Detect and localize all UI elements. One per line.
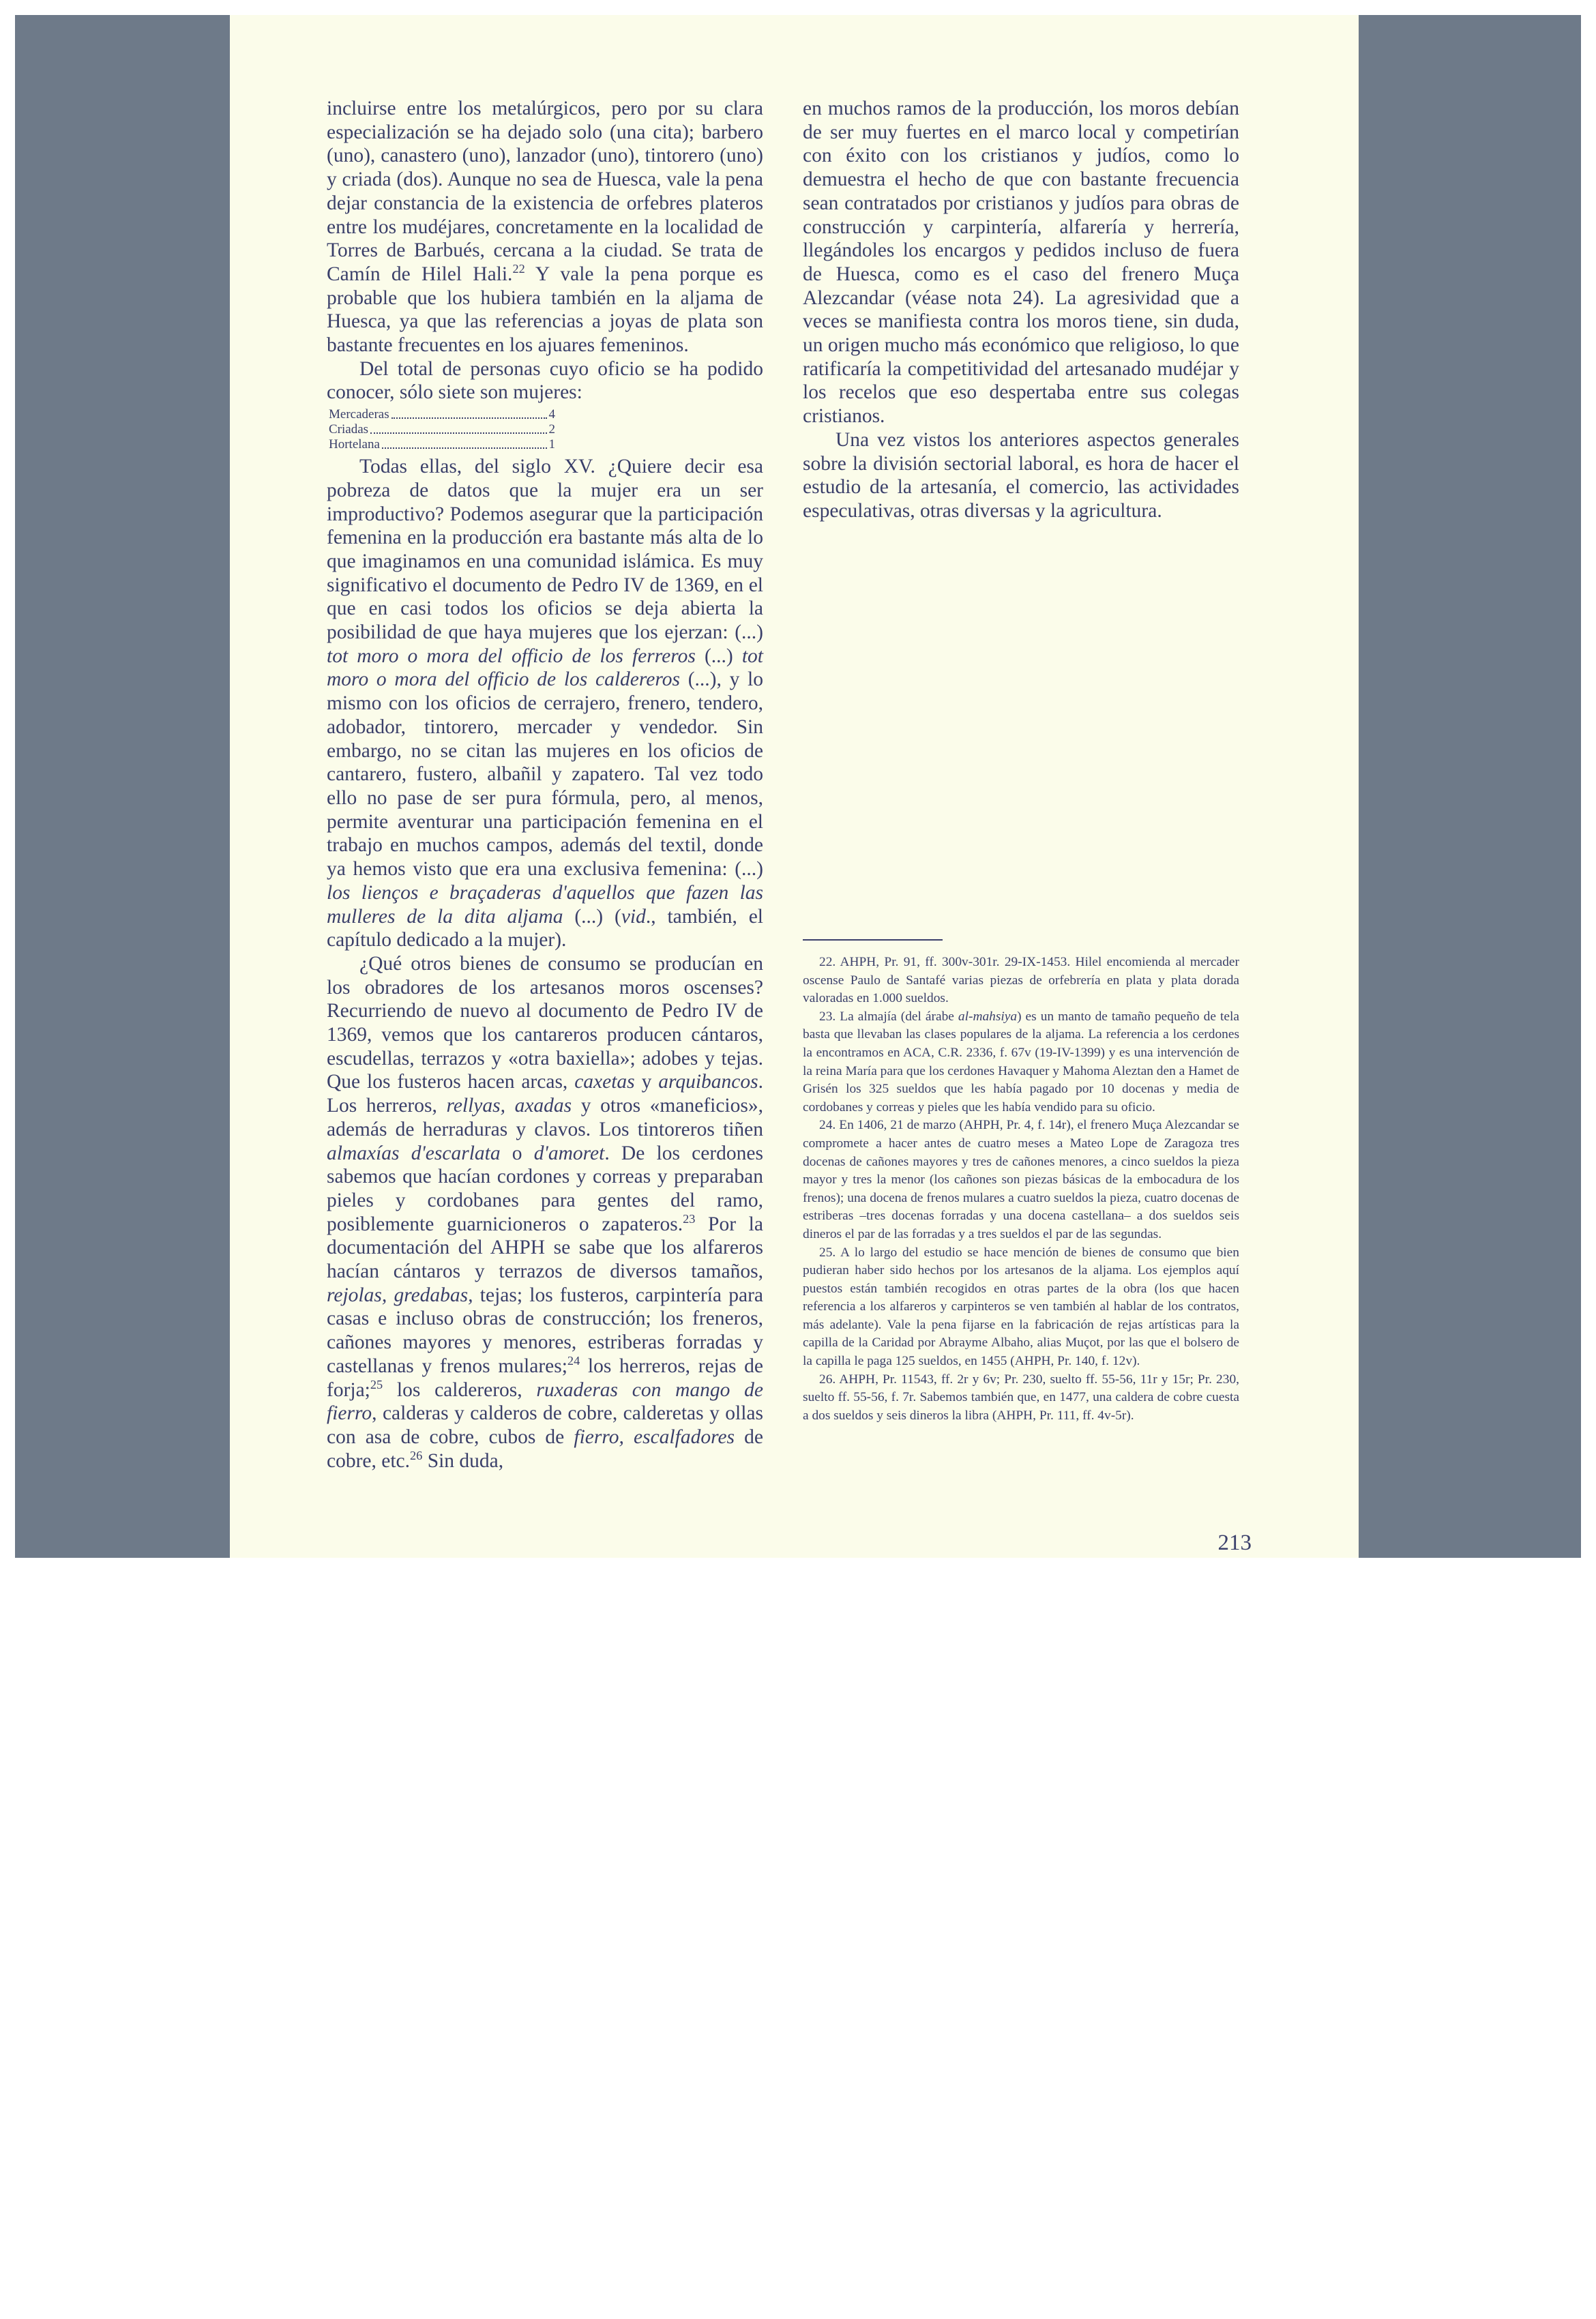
footnote-ref: 22 (512, 262, 525, 276)
paragraph: incluirse entre los metalúrgicos, pero por su clara especialización se ha dejado solo (una cita); barbero (uno), canastero (uno), lanzador (uno), tintorero (uno) y criada (dos). Aunque no sea de Huesca, vale la pena dejar constancia de la existencia de orfebres plateros entre los mudéjares, concretamente en la localidad de Torres de Barbués, cercana a la ciudad. Se trata de Camín de Hilel Hali.$^{22}$ Y vale la pena porque es probable que los hubiera también en la aljama de Huesca, ya que las referencias a joyas de plata son bastante frecuentes en los ajuares femeninos. (327, 98, 763, 357)
footnote: 26. AHPH, Pr. 11543, ff. 2r y 6v; Pr. 230, suelto ff. 55-56, 11r y 15r; Pr. 230, suelto ff. 55-56, f. 7r. Sabemos también que, en 1477, una caldera de cobre cuesta a dos sueldos y seis dineros la libra (AHPH, Pr. 111, ff. 4v-5r). (803, 1372, 1239, 1423)
book-page (230, 15, 1359, 1558)
footnote-ref: 25 (370, 1377, 383, 1391)
list-item: Mercaderas 4 (329, 407, 555, 422)
list-item: Criadas 2 (329, 422, 555, 437)
left-column (327, 97, 763, 1473)
footnotes (803, 954, 1239, 1425)
paragraph: en muchos ramos de la producción, los moros debían de ser muy fuertes en el marco local y competirían con éxito con los cristianos y judíos, como lo demuestra el hecho de que con bastante frecuencia sean contratados por cristianos y judíos para obras de construcción y carpintería, alfarería y herrería, llegándoles los encargos y pedidos incluso de fuera de Huesca, como es el caso del frenero Muça Alezcandar (véase nota 24). La agresividad que a veces se manifiesta contra los moros tiene, sin duda, un origen mucho más económico que religioso, lo que ratificaría la competitividad del artesanado mudéjar y los recelos que eso despertaba entre sus colegas cristianos. (803, 98, 1239, 428)
right-column (803, 97, 1239, 523)
footnote: 24. En 1406, 21 de marzo (AHPH, Pr. 4, f. 14r), el frenero Muça Alezcandar se compromete a hacer antes de cuatro meses a Mateo Lope de Zaragoza tres docenas de cañones mayores y tres de cañones menores, a cinco sueldos la pieza mayor y tres la menor (los cañones son piezas básicas de la embocadura de los frenos); una docena de frenos mulares a cuatro sueldos la pieza, cuatro docenas de estriberas –tres docenas forradas y una docena castellana– a dos sueldos seis dineros el par de las forradas y a tres sueldos el par de las segundas. (803, 1118, 1239, 1241)
page-number: 213 (1217, 1531, 1252, 1555)
list-item: Hortelana 1 (329, 437, 555, 452)
footnote-divider (803, 939, 943, 941)
footnote-ref: 23 (683, 1211, 696, 1226)
footnote: 22. AHPH, Pr. 91, ff. 300v-301r. 29-IX-1453. Hilel encomienda al mercader oscense Paulo de Santafé varias piezas de orfebrería en plata y plata dorada valoradas en 1.000 sueldos. (803, 955, 1239, 1006)
paragraph: Del total de personas cuyo oficio se ha podido conocer, sólo siete son mujeres: (327, 357, 763, 404)
paragraph: Una vez vistos los anteriores aspectos generales sobre la división sectorial laboral, es hora de hacer el estudio de la artesanía, el comercio, las actividades especulativas, otras diversas y la agricultura. (803, 428, 1239, 522)
paragraph: ¿Qué otros bienes de consumo se producían en los obradores de los artesanos moros oscenses? Recurriendo de nuevo al documento de Pedro IV de 1369, vemos que los cantareros producen cántaros, escudellas, terrazos y «otra baxiella»; adobes y tejas. Que los fusteros hacen arcas, caxetas y arquibancos. Los herreros, rellyas, axadas y otros «maneficios», además de herraduras y clavos. Los tintoreros tiñen almaxías d'escarlata o d'amoret. De los cerdones sabemos que hacían cordones y correas y preparaban pieles y cordobanes para gentes del ramo, posiblemente guarnicioneros o zapateros.$^{23}$ Por la documentación del AHPH se sabe que los alfareros hacían cántaros y terrazos de diversos tamaños, rejolas, gredabas, tejas; los fusteros, carpintería para casas e incluso obras de construcción; los freneros, cañones mayores y menores, estriberas forradas y castellanas y frenos mulares;$^{24}$ los herreros, rejas de forja;$^{25}$ los caldereros, ruxaderas con mango de fierro, calderas y calderos de cobre, calderetas y ollas con asa de cobre, cubos de fierro, escalfadores de cobre, etc.$^{26}$ Sin duda, (327, 952, 764, 1472)
footnote: 25. A lo largo del estudio se hace mención de bienes de consumo que bien pudieran haber sido hechos por los artesanos de la aljama. Los ejemplos aquí puestos están también recogidos en otras partes de la obra (los que hacen referencia a los alfareros y carpinteros se ven también al hablar de los contratos, más adelante). Vale la pena fijarse en la fabricación de rejas artísticas para la capilla de la Caridad por Abrayme Albaho, alias Muçot, por las que el bolsero de la capilla le paga 125 sueldos, en 1455 (AHPH, Pr. 140, f. 12v). (803, 1245, 1239, 1369)
footnote-ref: 24 (567, 1354, 580, 1368)
women-occupation-list (327, 407, 763, 452)
paragraph: Todas ellas, del siglo XV. ¿Quiere decir esa pobreza de datos que la mujer era un ser improductivo? Podemos asegurar que la participación femenina en la producción era bastante más alta de lo que imaginamos en una comunidad islámica. Es muy significativo el documento de Pedro IV de 1369, en el que en casi todos los oficios se deja abierta la posibilidad de que haya mujeres que los ejerzan: (...) tot moro o mora del officio de los ferreros (...) tot moro o mora del officio de los caldereros (...), y lo mismo con los oficios de cerrajero, frenero, tendero, adobador, tintorero, mercader y vendedor. Sin embargo, no se citan las mujeres en los oficios de cantarero, fustero, albañil y zapatero. Tal vez todo ello no pase de ser pura fórmula, pero, al menos, permite aventurar una participación femenina en el trabajo en muchos campos, además del textil, donde ya hemos visto que era una exclusiva femenina: (...) los lienços e braçaderas d'aquellos que fazen las mulleres de la dita aljama (...) (vid., también, el capítulo dedicado a la mujer). (327, 456, 764, 951)
footnote-ref: 26 (410, 1448, 423, 1462)
footnote: 23. La almajía (del árabe al-mahsiya) es un manto de tamaño pequeño de tela basta que llevaban las clases populares de la aljama. La referencia a los cerdones la encontramos en ACA, C.R. 2336, f. 67v (19-IV-1399) y es una intervención de la reina María para que los cerdones Havaquer y Mahoma Aleztan den a Hamet de Grisén los 325 sueldos que les había pagado por 10 docenas y media de cordobanes y correas y pieles que les había vendido para su oficio. (803, 1009, 1239, 1114)
